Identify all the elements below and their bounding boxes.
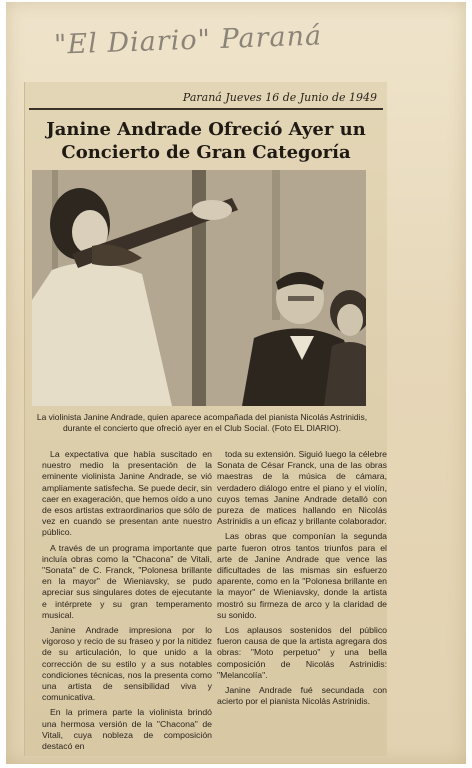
headline <box>31 118 381 164</box>
concert-photo <box>32 170 366 406</box>
paragraph: En la primera parte la violinista brindó una hermosa versión de la "Chacona" de Vitali, cuya nobleza de composición destacó en <box>42 707 212 752</box>
headline-line-1: Janine Andrade Ofreció Ayer un <box>46 119 366 140</box>
headline-line-2: Concierto de Gran Categoría <box>61 142 351 163</box>
article-column-left <box>42 449 212 756</box>
paragraph: Los aplausos sostenidos del público fueron causa de que la artista agregara dos obras: "Moto perpetuo" y una bella composición de Nicolás Astrinidis: "Melancolía". <box>217 625 387 680</box>
clipping-sheet <box>6 2 466 764</box>
paragraph: Janine Andrade impresiona por lo vigoroso y recio de su fraseo y por la nitidez de su articulación, lo que unido a la corrección de su estilo y a sus notables condiciones técnicas, nos la presenta como una artista de sensibilidad viva y comunicativa. <box>42 625 212 703</box>
dateline: Paraná Jueves 16 de Junio de 1949 <box>182 91 377 104</box>
handwritten-note: "El Diario" Paraná <box>53 20 323 61</box>
paragraph: Janine Andrade fué secundada con acierto por el pianista Nicolás Astrinidis. <box>217 685 387 707</box>
paragraph: La expectativa que había suscitado en nuestro medio la presentación de la eminente violinista Janine Andrade, se vió ampliamente satisfecha. Se puede decir, sin caer en exageración, que hemos oído a uno de esos artistas extraordinarios que sólo de vez en cuando se presentan ante nuestro público. <box>42 449 213 538</box>
paragraph: A través de un programa importante que incluía obras como la "Chacona" de Vitali, "Sonata" de C. Franck, "Polonesa brillante en la mayor" de Wieniavsky, se pudo apreciar sus singulares dotes de ejecutante e intérprete y su gran temperamento musical. <box>42 542 212 620</box>
article-column-right <box>217 449 387 711</box>
header-rule <box>29 108 383 110</box>
photo-illustration <box>32 170 366 406</box>
photo-caption: La violinista Janine Andrade, quien aparece acompañada del pianista Nicolás Astrinidis, durante el concierto que ofreció ayer en el Club Social. (Foto EL DIARIO). <box>36 412 368 433</box>
paragraph: Las obras que componían la segunda parte fueron otros tantos triunfos para el arte de Janine Andrade que vence las dificultades de las mismas sin esfuerzo aparente, como en la "Polonesa brillante en la mayor" de Wieniavsky, donde la artista mostró su firmeza de arco y la claridad de su sonido. <box>217 531 387 620</box>
paragraph: toda su extensión. Siguió luego la célebre Sonata de César Franck, una de las obras maestras de la música de cámara, verdadero diálogo entre el piano y el violín, cuyos temas Janine Andrade detalló con pureza de matices hallando en Nicolás Astrinidis a un eficaz y brillante colaborador. <box>217 449 387 527</box>
